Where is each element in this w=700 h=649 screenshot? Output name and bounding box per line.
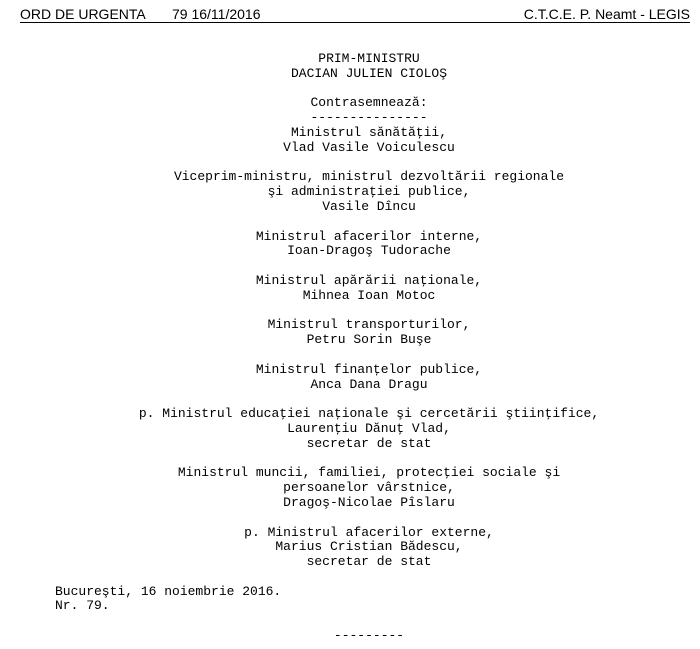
document-source: C.T.C.E. P. Neamt - LEGIS — [523, 6, 690, 22]
document-body — [0, 52, 700, 644]
act-number: Nr. 79. — [55, 598, 110, 614]
document-type: ORD DE URGENTA — [20, 6, 146, 22]
signatory-line: Ministrul apărării naţionale, — [255, 272, 483, 288]
signatory-line: p. Ministrul educaţiei naţionale şi cercetării ştiinţifice, — [138, 406, 600, 422]
signatory-line: Petru Sorin Buşe — [306, 332, 432, 348]
signatory-line: persoanelor vârstnice, — [283, 480, 455, 496]
signatory-line: Vasile Dîncu — [322, 198, 416, 214]
signatory-line: şi administraţiei publice, — [267, 184, 471, 200]
signatory-line: Dragoş-Nicolae Pîslaru — [283, 494, 455, 510]
signatory-line: Ministrul sănătăţii, — [290, 124, 448, 140]
signatory-line: Ministrul finanţelor publice, — [255, 361, 483, 377]
prime-minister-title: PRIM-MINISTRU — [318, 51, 420, 66]
countersign-underline: --------------- — [310, 110, 428, 126]
signatory-line: Laurenţiu Dănuţ Vlad, — [287, 420, 451, 436]
signatory-line: Anca Dana Dragu — [310, 376, 428, 392]
signatory-line: Ioan-Dragoş Tudorache — [287, 243, 451, 259]
signatory-line: Ministrul transporturilor, — [267, 317, 471, 333]
signatory-line: p. Ministrul afacerilor externe, — [244, 524, 494, 540]
signatory-line: Vlad Vasile Voiculescu — [283, 139, 455, 155]
signatory-line: Mihnea Ioan Motoc — [302, 287, 436, 303]
signatory-line: secretar de stat — [306, 435, 432, 451]
signatory-line: Ministrul muncii, familiei, protecţiei sociale şi — [177, 465, 561, 481]
signatory-line: Viceprim-ministru, ministrul dezvoltării regionale — [173, 169, 565, 185]
signatory-line: secretar de stat — [306, 554, 432, 570]
countersign-label: Contrasemnează: — [310, 95, 428, 111]
document-header — [20, 6, 690, 23]
document-number-date: 79 16/11/2016 — [172, 6, 261, 22]
end-separator: --------- — [333, 628, 405, 644]
signatory-line: Marius Cristian Bădescu, — [275, 539, 463, 555]
place-date: Bucureşti, 16 noiembrie 2016. — [55, 583, 282, 599]
signatory-line: Ministrul afacerilor interne, — [255, 228, 483, 244]
prime-minister-name: DACIAN JULIEN CIOLOŞ — [290, 65, 448, 81]
